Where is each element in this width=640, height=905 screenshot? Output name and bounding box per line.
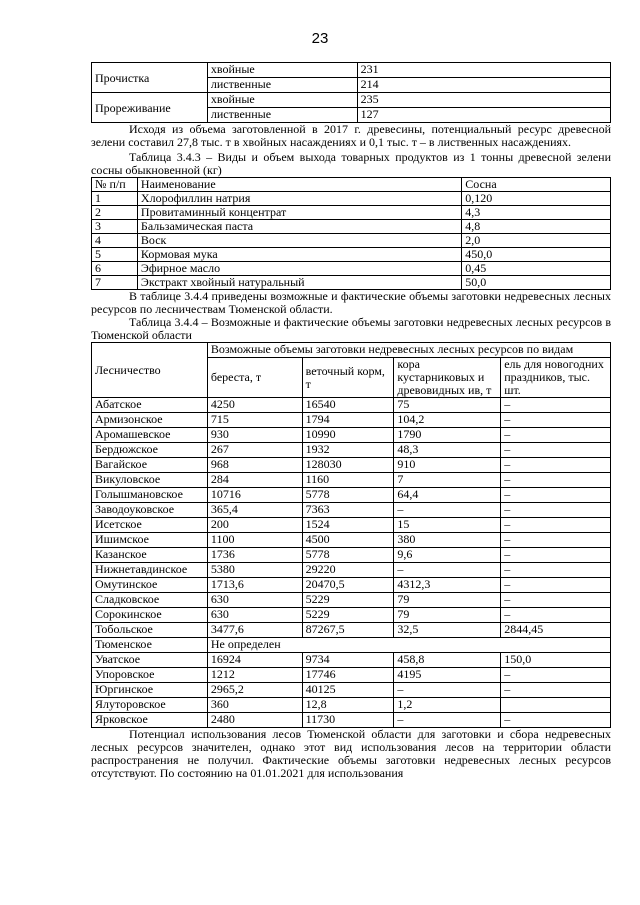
table-row — [92, 248, 611, 262]
table-cell: 0,45 — [462, 262, 611, 276]
column-header: береста, т — [207, 358, 302, 398]
table-cell: 231 — [357, 63, 610, 78]
table-cell: 64,4 — [394, 488, 501, 503]
table-cell: 128030 — [302, 458, 394, 473]
table-caption: Таблица 3.4.4 – Возможные и фактические объемы заготовки недревесных лесных ресурсов в Тюменской области — [91, 315, 611, 342]
table-cell: 380 — [394, 533, 501, 548]
table-cell: 7363 — [302, 503, 394, 518]
table-cell: Сорокинское — [92, 608, 208, 623]
table-cell: 4312,3 — [394, 578, 501, 593]
table-row — [92, 276, 611, 290]
table-cell: 1736 — [207, 548, 302, 563]
table-cell: Бердюжское — [92, 443, 208, 458]
table-cell: 3477,6 — [207, 623, 302, 638]
table-cell: 630 — [207, 593, 302, 608]
table-cell: Экстракт хвойный натуральный — [137, 276, 461, 290]
table-cell: 5380 — [207, 563, 302, 578]
table-cell: 1713,6 — [207, 578, 302, 593]
column-header: кора кустарниковых и древовидных ив, т — [394, 358, 501, 398]
table-cell: Бальзамическая паста — [137, 220, 461, 234]
table-cell: 715 — [207, 413, 302, 428]
table-cell: 4250 — [207, 398, 302, 413]
table-row — [92, 192, 611, 206]
table-cell: Голышмановское — [92, 488, 208, 503]
table-cell: – — [501, 563, 611, 578]
table-cell: 1790 — [394, 428, 501, 443]
table-cell: 17746 — [302, 668, 394, 683]
table-row — [92, 220, 611, 234]
table-row — [92, 698, 611, 713]
table-cell: 4500 — [302, 533, 394, 548]
table-cell: – — [501, 608, 611, 623]
table-cell: Нижнетавдинское — [92, 563, 208, 578]
table-row — [92, 593, 611, 608]
table-row — [92, 668, 611, 683]
table-row — [92, 518, 611, 533]
table-cell: – — [501, 488, 611, 503]
table-row — [92, 473, 611, 488]
table-cell: Тобольское — [92, 623, 208, 638]
table-cell: 16540 — [302, 398, 394, 413]
column-header: ель для новогодних праздников, тыс. шт. — [501, 358, 611, 398]
table-row — [92, 548, 611, 563]
table-cell: 10716 — [207, 488, 302, 503]
table-cell: – — [501, 713, 611, 728]
table-row — [92, 713, 611, 728]
table-cell: Заводоуковское — [92, 503, 208, 518]
table-row — [92, 488, 611, 503]
table-cell: 1,2 — [394, 698, 501, 713]
table-cell: 48,3 — [394, 443, 501, 458]
table-cell: – — [501, 473, 611, 488]
column-group-header: Возможные объемы заготовки недревесных лесных ресурсов по видам — [207, 343, 610, 358]
products-table — [91, 177, 611, 290]
table-cell: 5778 — [302, 548, 394, 563]
table-header-row — [92, 178, 611, 192]
table-cell: 5229 — [302, 593, 394, 608]
table-cell: – — [501, 428, 611, 443]
table-cell: Вагайское — [92, 458, 208, 473]
table-cell: 104,2 — [394, 413, 501, 428]
table-cell: 9,6 — [394, 548, 501, 563]
table-cell: 930 — [207, 428, 302, 443]
table-cell: 1212 — [207, 668, 302, 683]
table-cell: 2844,45 — [501, 623, 611, 638]
table-cell: – — [501, 518, 611, 533]
table-cell: 4 — [92, 234, 138, 248]
table-cell: – — [501, 443, 611, 458]
table-cell: 87267,5 — [302, 623, 394, 638]
table-row — [92, 533, 611, 548]
table-cell: 2480 — [207, 713, 302, 728]
table-body — [92, 398, 611, 728]
table-row — [92, 683, 611, 698]
table-row — [92, 206, 611, 220]
table-cell: хвойные — [207, 63, 357, 78]
table-cell: – — [501, 533, 611, 548]
table-cell: 968 — [207, 458, 302, 473]
table-cell: 3 — [92, 220, 138, 234]
table-cell: 214 — [357, 78, 610, 93]
table-cell: 0,120 — [462, 192, 611, 206]
table-cell: Ишимское — [92, 533, 208, 548]
table-cell: 75 — [394, 398, 501, 413]
table-cell: 50,0 — [462, 276, 611, 290]
table-cell: Ярковское — [92, 713, 208, 728]
table-cell: 2,0 — [462, 234, 611, 248]
table-row — [92, 262, 611, 276]
table-cell: Упоровское — [92, 668, 208, 683]
table-cell: 4,3 — [462, 206, 611, 220]
table-cell: 910 — [394, 458, 501, 473]
table-cell: Сладковское — [92, 593, 208, 608]
table-cell: Казанское — [92, 548, 208, 563]
table-cell: Омутинское — [92, 578, 208, 593]
table-cell: Эфирное масло — [137, 262, 461, 276]
table-row — [92, 428, 611, 443]
column-header: Лесничество — [92, 343, 208, 398]
table-cell: Ялуторовское — [92, 698, 208, 713]
page-number: 23 — [311, 30, 329, 47]
table-cell: хвойные — [207, 93, 357, 108]
paragraph: Потенциал использования лесов Тюменской области для заготовки и сбора недревесных лесных ресурсов значителен, однако этот вид использования лесов на территории области распространения не получил. Фактические объемы заготовки недревесных лесных ресурсов отсутствуют. По состоянию на 01.01.2021 для использования — [91, 727, 611, 780]
table-cell: 5778 — [302, 488, 394, 503]
table-cell: 16924 — [207, 653, 302, 668]
table-cell: 20470,5 — [302, 578, 394, 593]
table-cell: 1160 — [302, 473, 394, 488]
table-cell: Прореживание — [92, 93, 208, 123]
table-cell: 12,8 — [302, 698, 394, 713]
table-cell: Армизонское — [92, 413, 208, 428]
table-cell: – — [501, 503, 611, 518]
table-row — [92, 398, 611, 413]
table-cell: 458,8 — [394, 653, 501, 668]
table-cell: 1794 — [302, 413, 394, 428]
table-row — [92, 234, 611, 248]
table-cell: 29220 — [302, 563, 394, 578]
table-cell — [501, 698, 611, 713]
table-cell: 15 — [394, 518, 501, 533]
table-cell: 5229 — [302, 608, 394, 623]
table-cell: 7 — [92, 276, 138, 290]
table-cell: 284 — [207, 473, 302, 488]
table-cell: 450,0 — [462, 248, 611, 262]
table-cell: 200 — [207, 518, 302, 533]
table-row — [92, 503, 611, 518]
table-cell: – — [501, 458, 611, 473]
table-cell: 630 — [207, 608, 302, 623]
table-row — [92, 638, 611, 653]
table-cell: – — [394, 683, 501, 698]
non-timber-resources-table — [91, 342, 611, 728]
table-cell: – — [501, 668, 611, 683]
table-cell: – — [501, 398, 611, 413]
column-header: Наименование — [137, 178, 461, 192]
table-cell: 1932 — [302, 443, 394, 458]
table-cell: Хлорофиллин натрия — [137, 192, 461, 206]
table-cell: лиственные — [207, 108, 357, 123]
table-cell: 2965,2 — [207, 683, 302, 698]
table-row — [92, 443, 611, 458]
table-cell: 11730 — [302, 713, 394, 728]
table-cell: 365,4 — [207, 503, 302, 518]
table-cell: 10990 — [302, 428, 394, 443]
table-cell: – — [501, 578, 611, 593]
table-cell: Тюменское — [92, 638, 208, 653]
table-cell: Викуловское — [92, 473, 208, 488]
column-header: веточный корм, т — [302, 358, 394, 398]
table-row — [92, 563, 611, 578]
table-header-row — [92, 343, 611, 358]
table-cell: 4195 — [394, 668, 501, 683]
paragraph: В таблице 3.4.4 приведены возможные и фактические объемы заготовки недревесных лесных ресурсов по лесничествам Тюменской области. — [91, 289, 611, 316]
table-cell: лиственные — [207, 78, 357, 93]
table-cell: Воск — [137, 234, 461, 248]
table-row — [92, 413, 611, 428]
table-cell: 360 — [207, 698, 302, 713]
table-row — [92, 653, 611, 668]
table-cell: Аромашевское — [92, 428, 208, 443]
page-content — [91, 62, 611, 780]
table-cell: – — [501, 413, 611, 428]
paragraph: Исходя из объема заготовленной в 2017 г. древесины, потенциальный ресурс древесной зелени составил 27,8 тыс. т в хвойных насаждениях и 0,1 тыс. т – в лиственных насаждениях. — [91, 122, 611, 149]
table-cell: 40125 — [302, 683, 394, 698]
table-cell: – — [501, 548, 611, 563]
table-cell: Уватское — [92, 653, 208, 668]
table-cell: – — [394, 713, 501, 728]
table-cell: 9734 — [302, 653, 394, 668]
table-cell: 79 — [394, 608, 501, 623]
table-row — [92, 63, 611, 78]
table-row — [92, 578, 611, 593]
table-cell: 1100 — [207, 533, 302, 548]
column-header: № п/п — [92, 178, 138, 192]
table-cell: 7 — [394, 473, 501, 488]
table-row — [92, 458, 611, 473]
table-cell: 5 — [92, 248, 138, 262]
table-cell: Прочистка — [92, 63, 208, 93]
table-cell: Абатское — [92, 398, 208, 413]
table-cell: Не определен — [207, 638, 610, 653]
table-cell: 79 — [394, 593, 501, 608]
table-row — [92, 608, 611, 623]
table-cell: 267 — [207, 443, 302, 458]
thinning-table — [91, 62, 611, 123]
table-cell: 235 — [357, 93, 610, 108]
table-cell: Юргинское — [92, 683, 208, 698]
table-cell: – — [501, 593, 611, 608]
table-cell: 6 — [92, 262, 138, 276]
table-cell: 1 — [92, 192, 138, 206]
table-cell: Провитаминный концентрат — [137, 206, 461, 220]
table-cell: 4,8 — [462, 220, 611, 234]
table-cell: Исетское — [92, 518, 208, 533]
table-cell: 32,5 — [394, 623, 501, 638]
table-caption: Таблица 3.4.3 – Виды и объем выхода товарных продуктов из 1 тонны древесной зелени сосны обыкновенной (кг) — [91, 150, 611, 177]
table-cell: 150,0 — [501, 653, 611, 668]
table-cell: 2 — [92, 206, 138, 220]
table-cell: 1524 — [302, 518, 394, 533]
table-cell: – — [501, 683, 611, 698]
table-row — [92, 623, 611, 638]
table-cell: 127 — [357, 108, 610, 123]
table-cell: – — [394, 563, 501, 578]
table-cell: Кормовая мука — [137, 248, 461, 262]
column-header: Сосна — [462, 178, 611, 192]
table-row — [92, 93, 611, 108]
table-cell: – — [394, 503, 501, 518]
